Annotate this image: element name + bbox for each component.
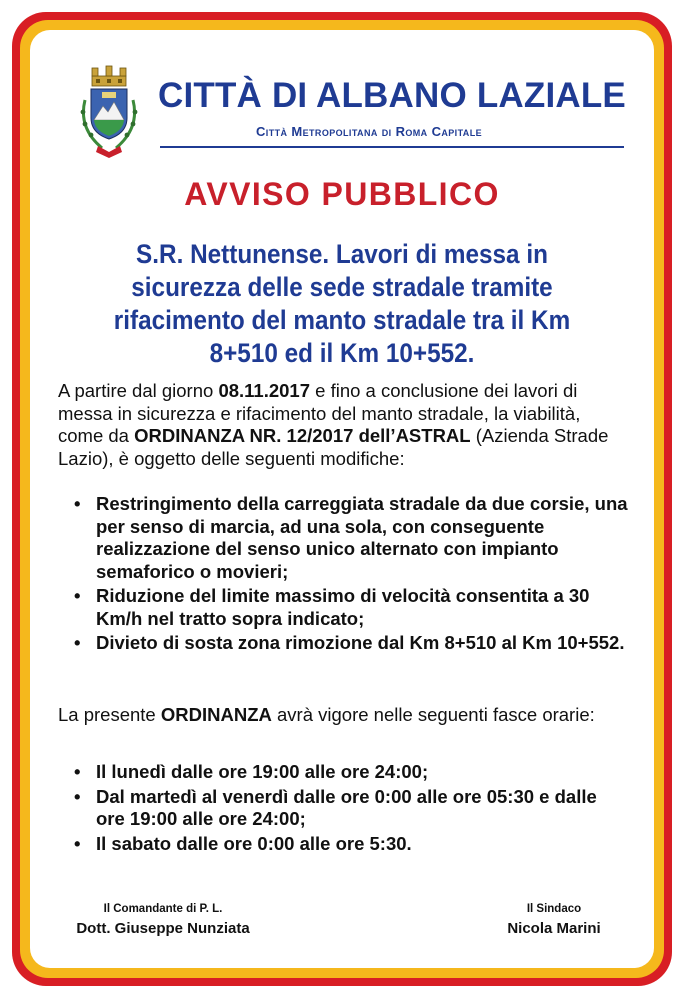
signature-name: Nicola Marini [507,920,601,937]
signature-commander [58,902,268,939]
list-item: • Riduzione del limite massimo di velocità consentita a 30 Km/h nel tratto sopra indicato; [74,585,590,629]
list-item: • Il lunedì dalle ore 19:00 alle ore 24:00; [74,761,429,782]
list-item: • Restringimento della carreggiata stradale da due corsie, una per senso di marcia, ad una sola, con conseguente realizzazione del senso unico alternato con impianto semaforico o movieri; [74,493,628,582]
schedule-list [58,761,628,857]
notice-title: AVVISO PUBBLICO [184,176,500,212]
ordinance-reference: ORDINANZA NR. 12/2017 dell’ASTRAL [134,425,471,446]
start-date: 08.11.2017 [218,380,311,401]
modifications-list [58,493,628,657]
notice-headline: S.R. Nettunense. Lavori di messa in sicurezza delle sede stradale tramite rifacimento del manto stradale tra il Km 8+510 ed il Km 10+552. [113,239,571,368]
city-subtitle: Città Metropolitana di Roma Capitale [256,124,482,139]
signature-role: Il Comandante di P. L. [103,903,223,915]
header-divider [160,146,624,148]
coat-of-arms-icon [76,62,142,160]
signature-role: Il Sindaco [526,903,582,915]
intro-paragraph: A partire dal giorno 08.11.2017 e fino a conclusione dei lavori di messa in sicurezza e rifacimento del manto stradale, la viabilità, come da ORDINANZA NR. 12/2017 dell’ASTRAL (Azienda Strade Lazio), è oggetto delle seguenti modifiche: [58,380,609,469]
validity-paragraph: La presente ORDINANZA avrà vigore nelle seguenti fasce orarie: [58,704,595,725]
list-item: • Divieto di sosta zona rimozione dal Km 8+510 al Km 10+552. [74,632,625,653]
signature-name: Dott. Giuseppe Nunziata [76,920,250,937]
list-item: • Dal martedì al venerdì dalle ore 0:00 alle ore 05:30 e dalle ore 19:00 alle ore 24:00; [74,785,597,829]
city-name: CITTÀ DI ALBANO LAZIALE [158,76,626,115]
list-item: • Il sabato dalle ore 0:00 alle ore 5:30. [74,832,412,854]
signature-mayor [488,902,620,939]
